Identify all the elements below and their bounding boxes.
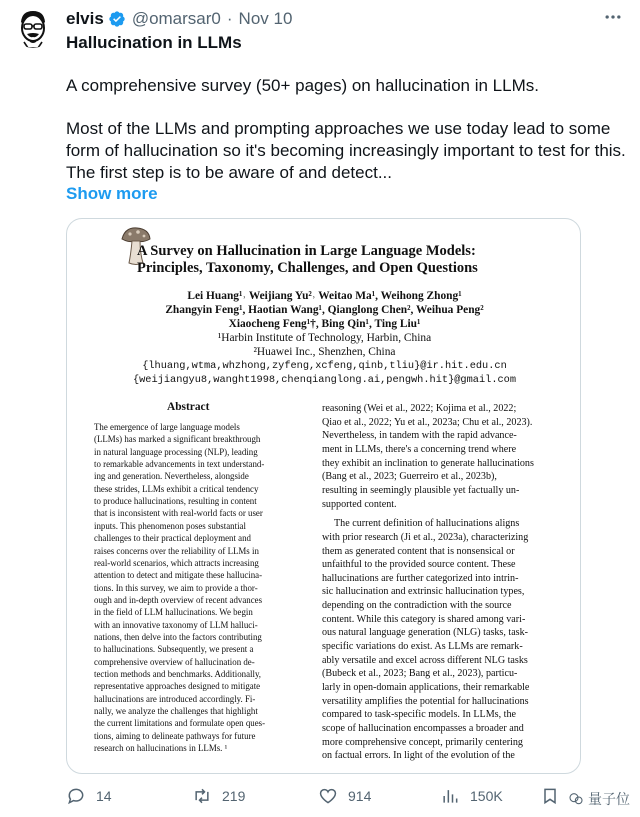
- body-line: depending on the contradiction with the source: [322, 600, 512, 612]
- tweet-header: [66, 8, 292, 30]
- tweet-paragraph-2: Most of the LLMs and prompting approaches we use today lead to some form of hallucination so it's becoming increasingly important to test for this. The first step is to be aware of and detect...: [66, 119, 626, 182]
- paper-authors-line-3: Xiaocheng Feng¹†, Bing Qin¹, Ting Liu¹: [228, 318, 421, 330]
- wechat-logo-icon: [568, 791, 584, 807]
- reply-button[interactable]: [66, 786, 112, 806]
- body-line: versatility amplifies the potential for hallucinations: [322, 695, 529, 707]
- like-button[interactable]: [318, 786, 371, 806]
- body-line: specific variations do exist. As LLMs are remark-: [322, 641, 523, 653]
- abstract-line: to remarkable advancements in text understand-: [94, 459, 265, 470]
- verified-badge-icon: [108, 10, 126, 28]
- abstract-line: The emergence of large language models: [94, 422, 240, 432]
- avatar[interactable]: [12, 6, 54, 48]
- abstract-line: these strides, LLMs exhibit a critical tendency: [94, 483, 259, 494]
- body-line: sic hallucination and extrinsic hallucination types,: [322, 586, 525, 598]
- body-line: (Bang et al., 2023; Guerreiro et al., 2023b),: [322, 471, 497, 483]
- body-line: reasoning (Wei et al., 2022; Kojima et al., 2022;: [322, 403, 517, 414]
- body-line: (Bubeck et al., 2023; Bang et al., 2023), particu-: [322, 668, 518, 680]
- body-line: resulting in seemingly plausible yet factually un-: [322, 484, 520, 496]
- author-handle[interactable]: @omarsar0: [131, 9, 221, 28]
- body-line: larly in open-domain applications, their remarkable: [322, 682, 530, 693]
- views-bar-chart-icon: [440, 786, 460, 806]
- more-options-button[interactable]: [600, 4, 626, 30]
- repost-icon: [192, 786, 212, 806]
- views-button[interactable]: [440, 786, 503, 806]
- abstract-line: hallucinations are introduced accordingly. Fi-: [94, 693, 256, 704]
- abstract-line: that is inconsistent with real-world facts or user: [94, 508, 263, 519]
- paper-title-line-1: A Survey on Hallucination in Large Language Models:: [137, 243, 476, 259]
- abstract-line: the current limitations and formulate open ques-: [94, 718, 266, 729]
- body-line: them as generated content that is nonsensical or: [322, 545, 515, 557]
- abstract-line: real-world scenarios, which attracts increasing: [94, 557, 259, 568]
- abstract-line: nations, then delve into the factors contributing: [94, 631, 262, 642]
- abstract-line: in the field of LLM hallucinations. We begin: [94, 607, 253, 618]
- abstract-line: ough and in-depth overview of recent advances: [94, 594, 263, 605]
- body-line: scope of hallucination encompasses a broader and: [322, 722, 524, 734]
- paper-authors-line-1: Lei Huang¹˒ Weijiang Yu²˒ Weitao Ma¹, Weihong Zhong¹: [187, 290, 462, 302]
- action-bar: [66, 786, 626, 808]
- body-line: Qiao et al., 2022; Yu et al., 2023a; Chu et al., 2023).: [322, 416, 533, 428]
- show-more-link[interactable]: Show more: [66, 184, 158, 203]
- abstract-line: attention to detect and mitigate these hallucina-: [94, 570, 263, 581]
- paper-page: [67, 219, 580, 773]
- separator-dot: ·: [226, 9, 233, 28]
- watermark: [568, 789, 630, 809]
- abstract-line: tions, aiming to delineate pathways for future: [94, 730, 256, 741]
- more-dots-icon: [603, 7, 623, 27]
- views-count: 150K: [470, 788, 503, 804]
- body-line: with prior research (Ji et al., 2023a), characterizing: [322, 531, 529, 543]
- abstract-line: to produce hallucinations, resulting in content: [94, 496, 257, 507]
- abstract-line: tection methods and benchmarks. Additionally,: [94, 669, 262, 679]
- body-line: compared to task-specific models. In LLMs, the: [322, 709, 516, 721]
- body-line: content. While this category is shared among vari-: [322, 613, 526, 625]
- abstract-line: nally, we analyze the challenges that highlight: [94, 706, 258, 717]
- body-line: more comprehensive concept, primarily centering: [322, 736, 523, 748]
- body-line: they exhibit an inclination to generate hallucinations: [322, 457, 534, 469]
- abstract-line: ing and generation. Nevertheless, alongside: [94, 471, 249, 482]
- tweet-date[interactable]: Nov 10: [238, 9, 293, 28]
- body-line: The current definition of hallucinations aligns: [334, 518, 520, 530]
- tweet-title: Hallucination in LLMs: [66, 33, 242, 52]
- like-count: 914: [348, 788, 372, 804]
- avatar-face-icon: [12, 6, 54, 48]
- abstract-line: inputs. This phenomenon poses substantial: [94, 520, 246, 531]
- body-line: supported content.: [322, 498, 397, 510]
- body-line: on factual errors. In light of the evolution of the: [322, 750, 515, 762]
- abstract-line: challenges to their practical deployment and: [94, 533, 251, 544]
- abstract-line: representative approaches designed to mitigate: [94, 681, 261, 692]
- tweet-paragraph-1: A comprehensive survey (50+ pages) on hallucination in LLMs.: [66, 76, 539, 95]
- abstract-line: (LLMs) has marked a significant breakthrough: [94, 434, 261, 445]
- body-line: unfaithful to the provided source content. These: [322, 559, 516, 571]
- reply-icon: [66, 786, 86, 806]
- paper-email-1: {lhuang,wtma,whzhong,zyfeng,xcfeng,qinb,tliu}@ir.hit.edu.cn: [142, 360, 507, 372]
- abstract-line: comprehensive overview of hallucination de-: [94, 656, 255, 667]
- body-line: ment in LLMs, there's a concerning trend where: [322, 443, 517, 455]
- paper-title-line-2: Principles, Taxonomy, Challenges, and Open Questions: [137, 260, 478, 276]
- repost-count: 219: [222, 788, 246, 804]
- abstract-line: in natural language processing (NLP), leading: [94, 446, 258, 457]
- paper-email-2: {weijiangyu8,wanght1998,chenqianglong.ai,pengwh.hit}@gmail.com: [132, 374, 517, 386]
- author-name[interactable]: elvis: [66, 9, 104, 28]
- body-line: hallucinations are further categorized into intrin-: [322, 572, 519, 584]
- attached-paper-image[interactable]: [66, 218, 581, 774]
- body-line: ably versatile and excel across different NLG tasks: [322, 654, 528, 666]
- watermark-text: 量子位: [588, 791, 630, 807]
- abstract-line: tions. In this survey, we aim to provide a thor-: [94, 582, 258, 593]
- repost-button[interactable]: [192, 786, 245, 806]
- heart-icon: [318, 786, 338, 806]
- abstract-line: with an innovative taxonomy of LLM halluci-: [94, 619, 258, 630]
- abstract-line: to hallucinations. Subsequently, we present a: [94, 644, 254, 655]
- abstract-heading: Abstract: [167, 401, 210, 413]
- paper-affiliation-2: ²Huawei Inc., Shenzhen, China: [253, 346, 396, 358]
- bookmark-button[interactable]: [540, 786, 560, 806]
- abstract-line: research on hallucinations in LLMs. ¹: [94, 743, 228, 754]
- body-line: Nevertheless, in tandem with the rapid advance-: [322, 430, 517, 442]
- bookmark-icon: [540, 786, 560, 806]
- reply-count: 14: [96, 788, 112, 804]
- abstract-line: raises concerns over the reliability of LLMs in: [94, 545, 259, 556]
- paper-authors-line-2: Zhangyin Feng¹, Haotian Wang¹, Qianglong Chen², Weihua Peng²: [165, 304, 484, 316]
- paper-affiliation-1: ¹Harbin Institute of Technology, Harbin, China: [217, 332, 432, 344]
- body-line: ous natural language generation (NLG) tasks, task-: [322, 627, 529, 639]
